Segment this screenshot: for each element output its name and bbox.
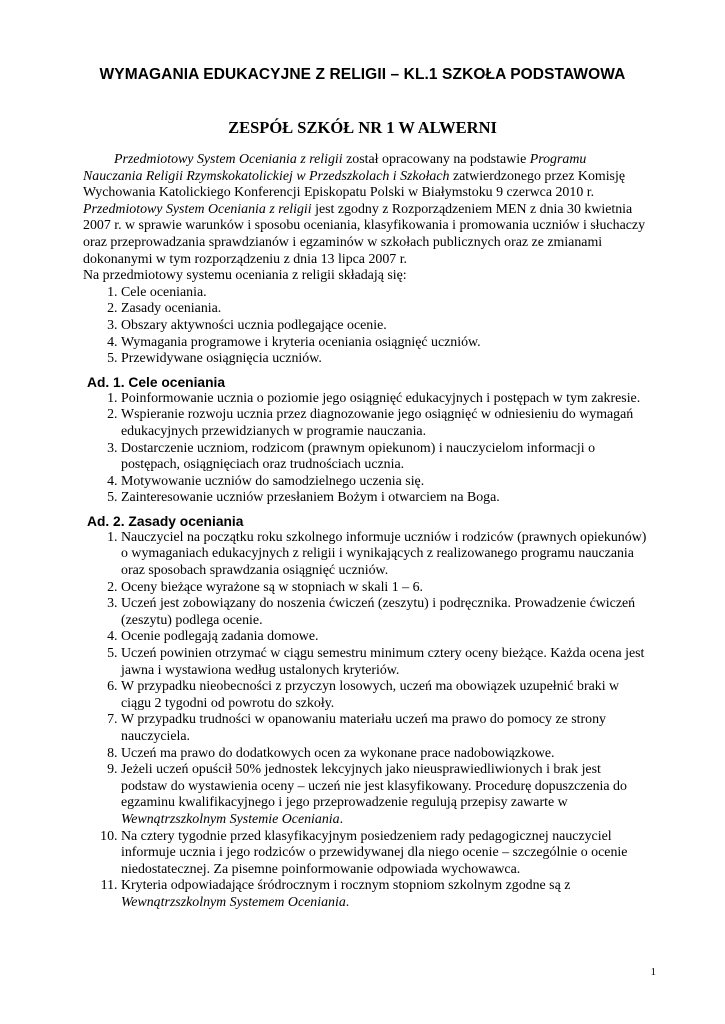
components-lead: Na przedmiotowy systemu oceniania z religii składają się: — [83, 268, 407, 284]
list-item: 8. Uczeń ma prawo do dodatkowych ocen za wykonane prace nadobowiązkowe. — [121, 746, 647, 763]
list-item: 3. Obszary aktywności ucznia podlegające ocenie. — [121, 318, 647, 335]
list-item: 2. Oceny bieżące wyrażone są w stopniach w skali 1 – 6. — [121, 580, 647, 597]
document-title: WYMAGANIA EDUKACYJNE Z RELIGII – KL.1 SZKOŁA PODSTAWOWA — [99, 66, 626, 83]
section-heading-zasady: Ad. 2. Zasady oceniania — [87, 513, 244, 529]
document-body — [83, 152, 647, 912]
list-item: 5. Zainteresowanie uczniów przesłaniem Bożym i otwarciem na Boga. — [121, 490, 647, 507]
list-item — [121, 878, 647, 911]
list-item: 2. Zasady oceniania. — [121, 301, 647, 318]
item11-end: . — [345, 894, 350, 910]
list-item: 6. W przypadku nieobecności z przyczyn losowych, uczeń ma obowiązek uzupełnić braki w ciągu 2 tygodni od powrotu do szkoły. — [121, 679, 647, 712]
list-item: 5. Uczeń powinien otrzymać w ciągu semestru minimum cztery oceny bieżące. Każda ocena jest jawna i wystawiona według ustalonych kryteriów. — [121, 646, 647, 679]
school-name: ZESPÓŁ SZKÓŁ NR 1 W ALWERNI — [228, 118, 497, 137]
list-item: 3. Dostarczenie uczniom, rodzicom (prawnym opiekunom) i nauczycielom informacji o postępach, osiągnięciach oraz trudnościach ucznia. — [121, 441, 647, 474]
item11-text: Kryteria odpowiadające śródrocznym i rocznym stopniom szkolnym zgodne są z — [121, 878, 571, 894]
section-heading-cele: Ad. 1. Cele oceniania — [87, 374, 226, 390]
page-number: 1 — [650, 966, 656, 978]
components-list — [83, 285, 647, 368]
item9-text: Jeżeli uczeń opuścił 50% jednostek lekcyjnych jako nieusprawiedliwionych i brak jest podstaw do wystawienia oceny – uczeń nie jest klasyfikowany. Procedurę dopuszczenia do egzaminu kwalifikacyjnego i jego przeprowadzenie regulują przepisy zawarte w — [121, 762, 627, 811]
list-item: 4. Wymagania programowe i kryteria oceniania osiągnięć uczniów. — [121, 335, 647, 352]
list-item: 2. Wspieranie rozwoju ucznia przez diagnozowanie jego osiągnięć w odniesieniu do wymagań edukacyjnych przewidzianych w programie nauczania. — [121, 407, 647, 440]
cele-list — [83, 391, 647, 507]
list-item: 3. Uczeń jest zobowiązany do noszenia ćwiczeń (zeszytu) i podręcznika. Prowadzenie ćwiczeń (zeszytu) podlega ocenie. — [121, 596, 647, 629]
list-item: 4. Motywowanie uczniów do samodzielnego uczenia się. — [121, 474, 647, 491]
list-item: 5. Przewidywane osiągnięcia uczniów. — [121, 351, 647, 368]
item11-italic: Wewnątrzszkolnym Systemem Oceniania — [121, 894, 346, 910]
item9-italic: Wewnątrzszkolnym Systemie Oceniania — [121, 811, 340, 827]
list-item: 10. Na cztery tygodnie przed klasyfikacyjnym posiedzeniem rady pedagogicznej nauczyciel informuje ucznia i jego rodziców o przewidywanej dla niego ocenie – szczególnie o ocenie niedostatecznej. Za pisemne poinformowanie odpowiada wychowawca. — [121, 829, 647, 879]
list-item: 7. W przypadku trudności w opanowaniu materiału uczeń ma prawo do pomocy ze strony nauczyciela. — [121, 712, 647, 745]
intro-text-3: jest zgodny z Rozporządzeniem MEN z dnia 30 kwietnia 2007 r. w sprawie warunków i sposobu oceniania, klasyfikowania i promowania uczniów i słuchaczy oraz przeprowadzania sprawdzianów i egzaminów w szkołach publicznych oraz ze zmianami dokonanymi w tym rozporządzeniu z dnia 13 lipca 2007 r. — [83, 201, 646, 267]
zasady-list — [83, 530, 647, 912]
list-item: 1. Poinformowanie ucznia o poziomie jego osiągnięć edukacyjnych i postępach w tym zakresie. — [121, 391, 647, 408]
intro-italic-2: Programu Nauczania Religii Rzymskokatolickiej w Przedszkolach i Szkołach — [83, 152, 587, 184]
list-item: 4. Ocenie podlegają zadania domowe. — [121, 629, 647, 646]
list-item: 1. Nauczyciel na początku roku szkolnego informuje uczniów i rodziców (prawnych opiekunów) o wymaganiach edukacyjnych z religii i wynikających z realizowanego programu nauczania oraz sposobach sprawdzania osiągnięć uczniów. — [121, 530, 647, 580]
intro-italic-1: Przedmiotowy System Oceniania z religii — [114, 152, 343, 167]
intro-text-2: zatwierdzonego przez Komisję Wychowania Katolickiego Konferencji Episkopatu Polski w Białymstoku 9 czerwca 2010 r. — [83, 168, 625, 201]
intro-paragraph — [83, 152, 647, 268]
list-item: 1. Cele oceniania. — [121, 285, 647, 302]
list-item — [121, 762, 647, 828]
intro-italic-3: Przedmiotowy System Oceniania z religii — [83, 201, 312, 217]
intro-text-1: został opracowany na podstawie — [342, 152, 530, 167]
item9-end: . — [339, 811, 344, 827]
